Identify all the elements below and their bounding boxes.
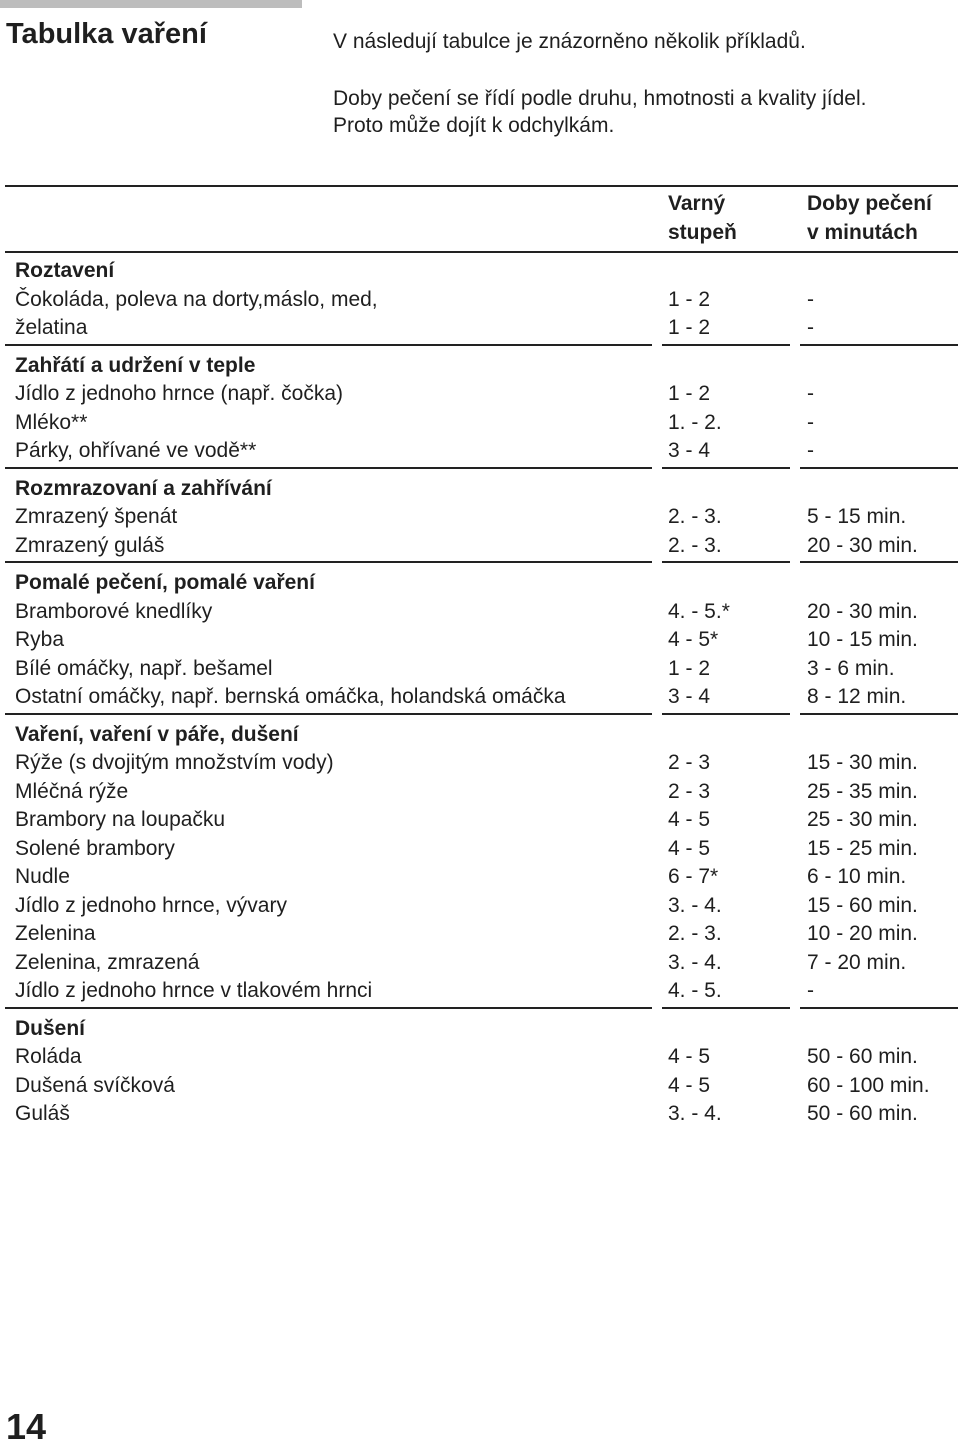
page-title: Tabulka vaření [6,18,207,50]
table-row-level: 1. - 2. [668,410,722,434]
table-row-food: Guláš [15,1102,70,1125]
table-rule [5,185,958,187]
section-title: Dušení [15,1016,86,1040]
table-row-food: Zelenina [15,922,96,945]
table-rule [662,344,790,346]
table-row-food: Mléko** [15,410,88,434]
table-rule [662,1007,790,1009]
table-row-time: - [807,410,814,434]
table-row-level: 2 - 3 [668,779,711,803]
section-title: Rozmrazovaní a zahřívání [15,476,272,500]
table-row-time: 10 - 20 min. [807,922,918,945]
table-rule [800,344,958,346]
table-rule [662,467,790,469]
table-row-food: Zmrazený špenát [15,505,178,528]
table-rule [5,561,652,563]
table-row-food: Párky, ohřívané ve vodě** [15,439,257,462]
table-row-time: 7 - 20 min. [807,950,907,974]
intro-line: Proto může dojít k odchylkám. [333,114,615,137]
table-row-time: 50 - 60 min. [807,1045,918,1068]
table-row-food: Nudle [15,865,70,888]
table-row-level: 1 - 2 [668,656,711,680]
table-row-time: 15 - 30 min. [807,751,918,774]
table-row-time: 10 - 15 min. [807,628,918,651]
table-row-time: 20 - 30 min. [807,533,918,557]
column-header-level: Varný [668,192,726,215]
table-row-food: Čokoláda, poleva na dorty,máslo, med, [15,287,378,311]
table-row-time: 5 - 15 min. [807,505,907,528]
table-row-time: 25 - 35 min. [807,779,918,803]
section-title: Roztavení [15,259,115,282]
table-row-time: 25 - 30 min. [807,808,918,831]
table-row-level: 4 - 5 [668,808,711,831]
table-rule [800,561,958,563]
table-row-time: 6 - 10 min. [807,865,907,888]
table-row-time: 60 - 100 min. [807,1073,930,1097]
table-row-level: 2. - 3. [668,505,722,528]
table-row-level: 2. - 3. [668,533,722,557]
table-row-food: Ryba [15,628,65,651]
table-rule [662,561,790,563]
table-row-food: Dušená svíčková [15,1073,175,1097]
intro-text [333,28,806,55]
table-row-level: 3 - 4 [668,685,711,708]
table-row-food: Zelenina, zmrazená [15,950,200,974]
page-number: 14 [6,1406,47,1447]
table-row-level: 4 - 5* [668,628,719,651]
table-row-time: 50 - 60 min. [807,1102,918,1125]
table-row-time: 8 - 12 min. [807,685,907,708]
column-header-time: v minutách [807,221,918,244]
table-rule [800,713,958,715]
table-row-level: 4. - 5. [668,979,722,1002]
table-row-level: 2 - 3 [668,751,711,774]
table-row-time: - [807,287,814,311]
table-row-food: Bílé omáčky, např. bešamel [15,656,273,680]
section-title: Vaření, vaření v páře, dušení [15,722,299,746]
table-row-time: 3 - 6 min. [807,656,895,680]
table-row-food: Mléčná rýže [15,779,129,803]
table-row-level: 3. - 4. [668,893,722,917]
table-row-food: Jídlo z jednoho hrnce, vývary [15,893,287,917]
table-row-food: Jídlo z jednoho hrnce (např. čočka) [15,382,344,405]
section-title: Zahřátí a udržení v teple [15,353,256,377]
table-row-food: Brambory na loupačku [15,808,226,831]
intro-line: Doby pečení se řídí podle druhu, hmotnosti a kvality jídel. [333,87,867,110]
table-row-food: Rýže (s dvojitým množstvím vody) [15,751,334,774]
column-header-level: stupeň [668,221,737,244]
table-rule [5,251,958,253]
table-row-level: 4. - 5.* [668,599,730,623]
table-row-food: Jídlo z jednoho hrnce v tlakovém hrnci [15,979,373,1002]
table-rule [800,467,958,469]
table-row-time: - [807,979,814,1002]
column-header-time: Doby pečení [807,192,932,215]
table-row-time: 15 - 60 min. [807,893,918,917]
table-row-food: Zmrazený guláš [15,533,165,557]
table-rule [5,1007,652,1009]
table-rule [5,467,652,469]
table-rule [662,713,790,715]
table-rule [800,1007,958,1009]
table-row-level: 3. - 4. [668,950,722,974]
table-row-time: 15 - 25 min. [807,836,918,860]
intro-line: V následují tabulce je znázorněno několik příkladů. [333,30,806,53]
table-row-time: - [807,316,814,339]
table-row-food: Ostatní omáčky, např. bernská omáčka, holandská omáčka [15,685,566,708]
table-row-time: - [807,382,814,405]
header-bar [0,0,302,8]
table-rule [5,344,652,346]
table-row-food: želatina [15,316,88,339]
table-row-food: Roláda [15,1045,82,1068]
table-row-level: 4 - 5 [668,1073,711,1097]
table-rule [5,713,652,715]
table-row-food: Solené brambory [15,836,175,860]
table-row-level: 1 - 2 [668,382,711,405]
intro-text-note [333,85,866,139]
table-row-level: 4 - 5 [668,836,711,860]
table-row-level: 1 - 2 [668,316,711,339]
table-row-level: 6 - 7* [668,865,719,888]
table-row-level: 2. - 3. [668,922,722,945]
table-row-food: Bramborové knedlíky [15,599,213,623]
table-row-level: 3 - 4 [668,439,711,462]
section-title: Pomalé pečení, pomalé vaření [15,571,315,594]
table-row-time: - [807,439,814,462]
table-row-level: 1 - 2 [668,287,711,311]
table-row-level: 3. - 4. [668,1102,722,1125]
table-row-level: 4 - 5 [668,1045,711,1068]
table-row-time: 20 - 30 min. [807,599,918,623]
